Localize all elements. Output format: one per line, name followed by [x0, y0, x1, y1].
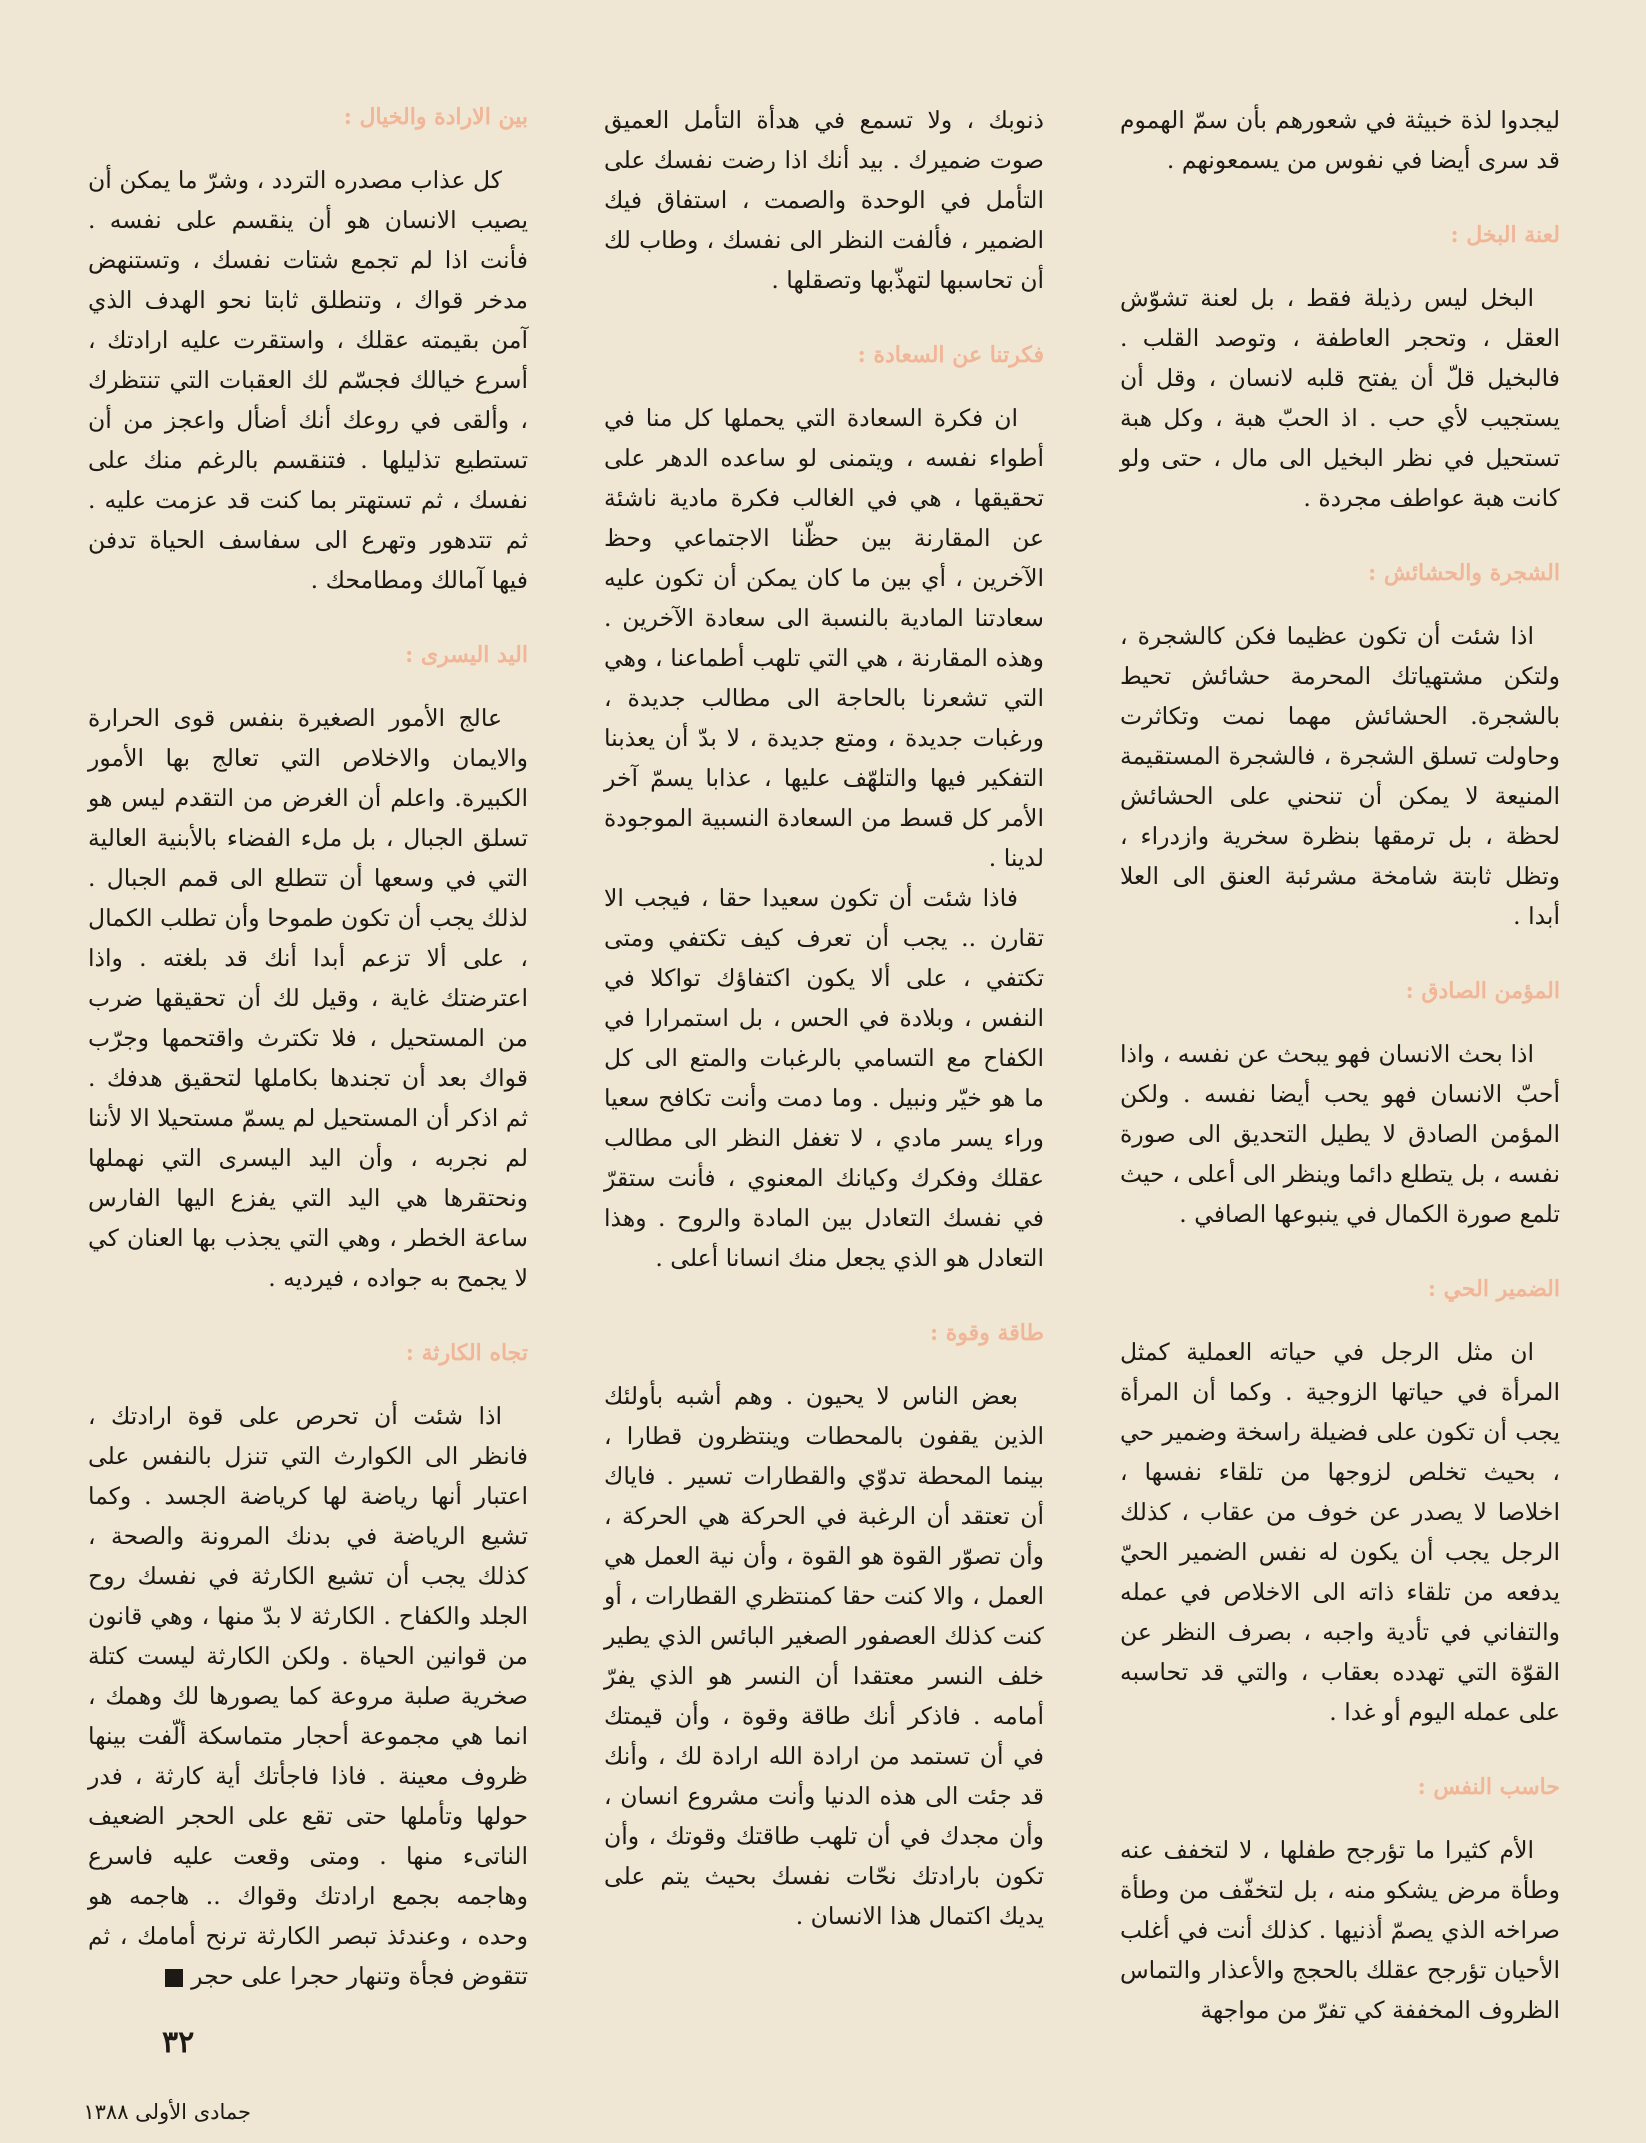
paragraph: فاذا شئت أن تكون سعيدا حقا ، فيجب الا تقارن .. يجب أن تعرف كيف تكتفي ومتى تكتفي ، على ألا يكون اكتفاؤك تواكلا في النفس ، وبلادة في الحس ، بل استمرارا في الكفاح مع التسامي بالرغبات والمتع الى كل ما هو خيّر ونبيل . وما دمت وأنت تكافح سعيا وراء يسر مادي ، لا تغفل النظر الى مطالب عقلك وفكرك وكيانك المعنوي ، فأنت ستقرّ في نفسك التعادل بين المادة والروح . وهذا التعادل هو الذي يجعل منك انسانا أعلى .	[604, 884, 1044, 1272]
section-heading: الضمير الحي :	[1427, 1276, 1560, 1302]
paragraph: بعض الناس لا يحيون . وهم أشبه بأولئك الذين يقفون بالمحطات وينتظرون قطارا ، بينما المحطة تدوّي والقطارات تسير . فاياك أن تعتقد أن الرغبة في الحركة هي الحركة ، وأن تصوّر القوة هو القوة ، وأن نية العمل هي العمل ، والا كنت حقا كمنتظري القطارات ، أو كنت كذلك العصفور الصغير البائس الذي يطير خلف النسر معتقدا أن النسر هو الذي يفرّ أمامه . فاذكر أنك طاقة وقوة ، وأن قيمتك في أن تستمد من ارادة الله ارادة لك ، وأنك قد جئت الى هذه الدنيا وأنت مشروع انسان ، وأن مجدك في أن تلهب طاقتك وقوتك ، وأن تكون بارادتك نحّات نفسك بحيث يتم على يديك اكتمال هذا الانسان .	[604, 1382, 1044, 1930]
section-heading: الشجرة والحشائش :	[1368, 560, 1560, 586]
section-heading: بين الارادة والخيال :	[343, 104, 528, 130]
section-heading: طاقة وقوة :	[930, 1320, 1044, 1346]
paragraph: ليجدوا لذة خبيثة في شعورهم بأن سمّ الهموم قد سرى أيضا في نفوس من يسمعونهم .	[1120, 106, 1560, 174]
section-heading: لعنة البخل :	[1450, 222, 1560, 248]
paragraph: ذنوبك ، ولا تسمع في هدأة التأمل العميق صوت ضميرك . بيد أنك اذا رضت نفسك على التأمل في الوحدة والصمت ، استفاق فيك الضمير ، فألفت النظر الى نفسك ، وطاب لك أن تحاسبها لتهذّبها وتصقلها .	[604, 106, 1044, 294]
issue-date: جمادى الأولى ١٣٨٨	[83, 2100, 251, 2124]
section-heading: اليد اليسرى :	[405, 642, 528, 668]
paragraph: ان فكرة السعادة التي يحملها كل منا في أطواء نفسه ، ويتمنى لو ساعده الدهر على تحقيقها ، هي في الغالب فكرة مادية ناشئة عن المقارنة بين حظّنا الاجتماعي وحظ الآخرين ، أي بين ما كان يمكن أن تكون عليه سعادتنا المادية بالنسبة الى سعادة الآخرين . وهذه المقارنة ، هي التي تلهب أطماعنا ، وهي التي تشعرنا بالحاجة الى مطالب جديدة ، ورغبات جديدة ، ومتع جديدة ، لا بدّ أن يعذبنا التفكير فيها والتلهّف عليها ، عذابا يسمّ آخر الأمر كل قسط من السعادة النسبية الموجودة لدينا .	[604, 404, 1044, 872]
paragraph-text: اذا شئت أن تحرص على قوة ارادتك ، فانظر الى الكوارث التي تنزل بالنفس على اعتبار أنها رياضة لها كرياضة الجسد . وكما تشيع الرياضة في بدنك المرونة والصحة ، كذلك يجب أن تشيع الكارثة في نفسك روح الجلد والكفاح . الكارثة لا بدّ منها ، وهي قانون من قوانين الحياة . ولكن الكارثة ليست كتلة صخرية صلبة مروعة كما يصورها لك وهمك ، انما هي مجموعة أحجار متماسكة ألّفت بينها ظروف معينة . فاذا فاجأتك أية كارثة ، فدر حولها وتأملها حتى تقع على الحجر الضعيف الناتىء منها . ومتى وقعت عليه فاسرع وهاجمه بجمع ارادتك وقواك .. هاجمه هو وحده ، وعندئذ تبصر الكارثة ترنح أمامك ، ثم تتقوض فجأة وتنهار حجرا على حجر	[88, 1402, 528, 1990]
paragraph: كل عذاب مصدره التردد ، وشرّ ما يمكن أن يصيب الانسان هو أن ينقسم على نفسه . فأنت اذا لم تجمع شتات نفسك ، وتستنهض مدخر قواك ، وتنطلق ثابتا نحو الهدف الذي آمن بقيمته عقلك ، واستقرت عليه ارادتك ، أسرع خيالك فجسّم لك العقبات التي تنتظرك ، وألقى في روعك أنك أضأل واعجز من أن تستطيع تذليلها . فتنقسم بالرغم منك على نفسك ، ثم تستهتر بما كنت قد عزمت عليه . ثم تتدهور وتهرع الى سفاسف الحياة تدفن فيها آمالك ومطامحك .	[88, 166, 528, 594]
paragraph: الأم كثيرا ما تؤرجح طفلها ، لا لتخفف عنه وطأة مرض يشكو منه ، بل لتخفّف من وطأة صراخه الذي يصمّ أذنيها . كذلك أنت في أغلب الأحيان تؤرجح عقلك بالحجج والأعذار والتماس الظروف المخففة كي تفرّ من مواجهة	[1120, 1836, 1560, 2024]
end-mark-icon	[165, 1969, 183, 1987]
column-right	[1120, 100, 1560, 2030]
paragraph: عالج الأمور الصغيرة بنفس قوى الحرارة والايمان والاخلاص التي تعالج بها الأمور الكبيرة. واعلم أن الغرض من التقدم ليس هو تسلق الجبال ، بل ملء الفضاء بالأبنية العالية التي في وسعها أن تتطلع الى قمم الجبال . لذلك يجب أن تكون طموحا وأن تطلب الكمال ، على ألا تزعم أبدا أنك قد بلغته . واذا اعترضتك غاية ، وقيل لك أن تحقيقها ضرب من المستحيل ، فلا تكترث واقتحمها وجرّب قواك بعد أن تجندها بكاملها لتحقيق هدفك . ثم اذكر أن المستحيل لم يسمّ مستحيلا الا لأننا لم نجربه ، وأن اليد اليسرى التي نهملها ونحتقرها هي اليد التي يفزع اليها الفارس ساعة الخطر ، وهي التي يجذب بها العنان كي لا يجمح به جواده ، فيرديه .	[88, 704, 528, 1292]
section-heading: فكرتنا عن السعادة :	[857, 342, 1044, 368]
paragraph: البخل ليس رذيلة فقط ، بل لعنة تشوّش العقل ، وتحجر العاطفة ، وتوصد القلب . فالبخيل قلّ أن يفتح قلبه لانسان ، وقل أن يستجيب لأي حب . اذ الحبّ هبة ، وكل هبة تستحيل في نظر البخيل الى مال ، حتى ولو كانت هبة عواطف مجردة .	[1120, 284, 1560, 512]
page-number: ٣٢	[162, 2025, 195, 2060]
section-heading: تجاه الكارثة :	[405, 1340, 528, 1366]
paragraph: اذا بحث الانسان فهو يبحث عن نفسه ، واذا أحبّ الانسان فهو يحب أيضا نفسه . ولكن المؤمن الصادق لا يطيل التحديق الى صورة نفسه ، بل يتطلع دائما وينظر الى أعلى ، حيث تلمع صورة الكمال في ينبوعها الصافي .	[1120, 1040, 1560, 1228]
paragraph-final	[88, 1396, 528, 1996]
column-middle	[604, 100, 1044, 1936]
section-heading: حاسب النفس :	[1417, 1774, 1560, 1800]
section-heading: المؤمن الصادق :	[1405, 978, 1560, 1004]
column-left	[88, 100, 528, 1996]
paragraph: ان مثل الرجل في حياته العملية كمثل المرأة في حياتها الزوجية . وكما أن المرأة يجب أن تكون على فضيلة راسخة وضمير حي ، بحيث تخلص لزوجها من تلقاء نفسها ، اخلاصا لا يصدر عن خوف من عقاب ، كذلك الرجل يجب أن يكون له نفس الضمير الحيّ يدفعه من تلقاء ذاته الى الاخلاص في عمله والتفاني في تأدية واجبه ، بصرف النظر عن القوّة التي تهدده بعقاب ، والتي قد تحاسبه على عمله اليوم أو غدا .	[1120, 1338, 1560, 1726]
paragraph: اذا شئت أن تكون عظيما فكن كالشجرة ، ولتكن مشتهياتك المحرمة حشائش تحيط بالشجرة. الحشائش مهما نمت وتكاثرت وحاولت تسلق الشجرة ، فالشجرة المستقيمة المنيعة لا يمكن أن تنحني على الحشائش لحظة ، بل ترمقها بنظرة سخرية وازدراء ، وتظل ثابتة شامخة مشرئبة العنق الى العلا أبدا .	[1120, 622, 1560, 930]
